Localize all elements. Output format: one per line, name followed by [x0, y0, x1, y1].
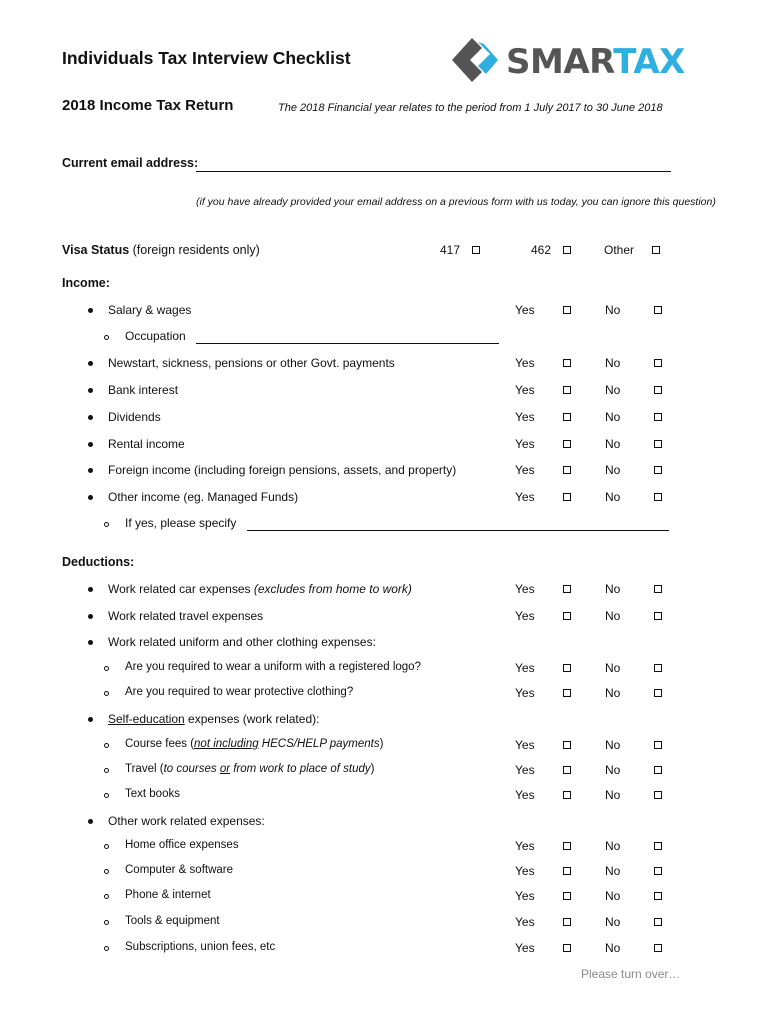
phone-no-checkbox[interactable]: [654, 892, 662, 900]
salary-no-checkbox[interactable]: [654, 306, 662, 314]
no-label: No: [605, 864, 621, 878]
sub-bullet-icon: [104, 869, 109, 874]
yes-label: Yes: [515, 303, 535, 317]
no-label: No: [605, 303, 621, 317]
no-label: No: [605, 738, 621, 752]
sub-bullet-icon: [104, 691, 109, 696]
bullet-icon: [88, 361, 93, 366]
computer-yes-checkbox[interactable]: [563, 867, 571, 875]
no-label: No: [605, 609, 621, 623]
no-label: No: [605, 383, 621, 397]
travel-no-checkbox[interactable]: [654, 612, 662, 620]
sub-bullet-icon: [104, 844, 109, 849]
bullet-icon: [88, 495, 93, 500]
occupation-input-line[interactable]: [196, 343, 499, 344]
visa-option-417: 417: [440, 243, 461, 257]
yes-label: Yes: [515, 410, 535, 424]
logo-text: SMARTAX: [506, 42, 685, 82]
yes-label: Yes: [515, 609, 535, 623]
no-label: No: [605, 889, 621, 903]
bank-yes-checkbox[interactable]: [563, 386, 571, 394]
bullet-icon: [88, 640, 93, 645]
salary-yes-checkbox[interactable]: [563, 306, 571, 314]
yes-label: Yes: [515, 437, 535, 451]
yes-label: Yes: [515, 864, 535, 878]
govt-yes-checkbox[interactable]: [563, 359, 571, 367]
no-label: No: [605, 490, 621, 504]
no-label: No: [605, 763, 621, 777]
sub-bullet-icon: [104, 522, 109, 527]
travel-yes-checkbox[interactable]: [563, 612, 571, 620]
car-no-checkbox[interactable]: [654, 585, 662, 593]
income-heading: Income:: [62, 276, 110, 290]
text-books-yes-checkbox[interactable]: [563, 791, 571, 799]
sub-bullet-icon: [104, 666, 109, 671]
text-books-no-checkbox[interactable]: [654, 791, 662, 799]
income-rental-label: Rental income: [108, 437, 185, 451]
other-work-label: Other work related expenses:: [108, 814, 265, 828]
email-input-line[interactable]: [196, 171, 671, 172]
yes-label: Yes: [515, 738, 535, 752]
course-fees-label: Course fees (not including HECS/HELP payments): [125, 738, 384, 750]
no-label: No: [605, 788, 621, 802]
no-label: No: [605, 686, 621, 700]
subscriptions-yes-checkbox[interactable]: [563, 944, 571, 952]
course-fees-yes-checkbox[interactable]: [563, 741, 571, 749]
sub-bullet-icon: [104, 894, 109, 899]
study-travel-yes-checkbox[interactable]: [563, 766, 571, 774]
income-bank-label: Bank interest: [108, 383, 179, 397]
home-office-yes-checkbox[interactable]: [563, 842, 571, 850]
deduction-car-label: Work related car expenses (excludes from home to work): [108, 582, 412, 596]
deduction-travel-label: Work related travel expenses: [108, 609, 264, 623]
logo-mark-icon: [450, 36, 500, 86]
income-salary-label: Salary & wages: [108, 303, 192, 317]
visa-option-462: 462: [531, 243, 552, 257]
protective-yes-checkbox[interactable]: [563, 689, 571, 697]
protective-no-checkbox[interactable]: [654, 689, 662, 697]
text-books-label: Text books: [125, 788, 180, 800]
yes-label: Yes: [515, 490, 535, 504]
other-income-yes-checkbox[interactable]: [563, 493, 571, 501]
sub-bullet-icon: [104, 793, 109, 798]
other-income-no-checkbox[interactable]: [654, 493, 662, 501]
turn-over-note: Please turn over…: [581, 967, 681, 981]
subscriptions-label: Subscriptions, union fees, etc: [125, 941, 276, 953]
no-label: No: [605, 437, 621, 451]
smartax-logo: [450, 36, 722, 88]
page-title: Individuals Tax Interview Checklist: [62, 48, 351, 68]
yes-label: Yes: [515, 889, 535, 903]
no-label: No: [605, 915, 621, 929]
bullet-icon: [88, 415, 93, 420]
computer-no-checkbox[interactable]: [654, 867, 662, 875]
no-label: No: [605, 661, 621, 675]
yes-label: Yes: [515, 839, 535, 853]
course-fees-no-checkbox[interactable]: [654, 741, 662, 749]
foreign-yes-checkbox[interactable]: [563, 466, 571, 474]
bullet-icon: [88, 308, 93, 313]
yes-label: Yes: [515, 941, 535, 955]
protective-label: Are you required to wear protective clothing?: [125, 686, 354, 698]
deduction-uniform-label: Work related uniform and other clothing expenses:: [108, 635, 376, 649]
phone-label: Phone & internet: [125, 889, 211, 901]
tools-yes-checkbox[interactable]: [563, 918, 571, 926]
dividends-yes-checkbox[interactable]: [563, 413, 571, 421]
home-office-no-checkbox[interactable]: [654, 842, 662, 850]
bullet-icon: [88, 587, 93, 592]
visa-option-other: Other: [604, 243, 635, 257]
bullet-icon: [88, 614, 93, 619]
deductions-heading: Deductions:: [62, 555, 135, 569]
bullet-icon: [88, 468, 93, 473]
no-label: No: [605, 839, 621, 853]
sub-bullet-icon: [104, 743, 109, 748]
income-foreign-label: Foreign income (including foreign pensions, assets, and property): [108, 463, 457, 477]
no-label: No: [605, 410, 621, 424]
yes-label: Yes: [515, 686, 535, 700]
yes-label: Yes: [515, 356, 535, 370]
return-year-heading: 2018 Income Tax Return: [62, 97, 234, 114]
visa-462-checkbox[interactable]: [563, 246, 571, 254]
yes-label: Yes: [515, 463, 535, 477]
rental-yes-checkbox[interactable]: [563, 440, 571, 448]
rental-no-checkbox[interactable]: [654, 440, 662, 448]
sub-bullet-icon: [104, 768, 109, 773]
study-travel-no-checkbox[interactable]: [654, 766, 662, 774]
dividends-no-checkbox[interactable]: [654, 413, 662, 421]
income-other-label: Other income (eg. Managed Funds): [108, 490, 299, 504]
foreign-no-checkbox[interactable]: [654, 466, 662, 474]
yes-label: Yes: [515, 788, 535, 802]
yes-label: Yes: [515, 383, 535, 397]
tools-no-checkbox[interactable]: [654, 918, 662, 926]
no-label: No: [605, 356, 621, 370]
sub-bullet-icon: [104, 335, 109, 340]
uniform-logo-label: Are you required to wear a uniform with a registered logo?: [125, 661, 421, 673]
no-label: No: [605, 463, 621, 477]
home-office-label: Home office expenses: [125, 839, 239, 851]
income-govt-label: Newstart, sickness, pensions or other Govt. payments: [108, 356, 395, 370]
bullet-icon: [88, 717, 93, 722]
bank-no-checkbox[interactable]: [654, 386, 662, 394]
computer-label: Computer & software: [125, 864, 234, 876]
email-note: (if you have already provided your email address on a previous form with us today, you can ignore this question): [196, 196, 716, 208]
subscriptions-no-checkbox[interactable]: [654, 944, 662, 952]
financial-year-note: The 2018 Financial year relates to the period from 1 July 2017 to 30 June 2018: [278, 102, 663, 114]
study-travel-label: Travel (to courses or from work to place of study): [125, 763, 375, 775]
uniform-logo-yes-checkbox[interactable]: [563, 664, 571, 672]
visa-417-checkbox[interactable]: [472, 246, 480, 254]
self-education-label: Self-education expenses (work related):: [108, 712, 320, 726]
visa-status-label: Visa Status (foreign residents only): [62, 243, 260, 257]
sub-bullet-icon: [104, 946, 109, 951]
tools-label: Tools & equipment: [125, 915, 220, 927]
income-dividends-label: Dividends: [108, 410, 161, 424]
yes-label: Yes: [515, 915, 535, 929]
govt-no-checkbox[interactable]: [654, 359, 662, 367]
bullet-icon: [88, 819, 93, 824]
no-label: No: [605, 941, 621, 955]
phone-yes-checkbox[interactable]: [563, 892, 571, 900]
visa-other-checkbox[interactable]: [652, 246, 660, 254]
car-yes-checkbox[interactable]: [563, 585, 571, 593]
yes-label: Yes: [515, 582, 535, 596]
sub-bullet-icon: [104, 920, 109, 925]
bullet-icon: [88, 388, 93, 393]
uniform-logo-no-checkbox[interactable]: [654, 664, 662, 672]
email-label: Current email address:: [62, 156, 199, 170]
yes-label: Yes: [515, 763, 535, 777]
specify-label: If yes, please specify: [125, 516, 237, 530]
yes-label: Yes: [515, 661, 535, 675]
specify-input-line[interactable]: [247, 530, 669, 531]
no-label: No: [605, 582, 621, 596]
occupation-label: Occupation: [125, 329, 186, 343]
bullet-icon: [88, 442, 93, 447]
